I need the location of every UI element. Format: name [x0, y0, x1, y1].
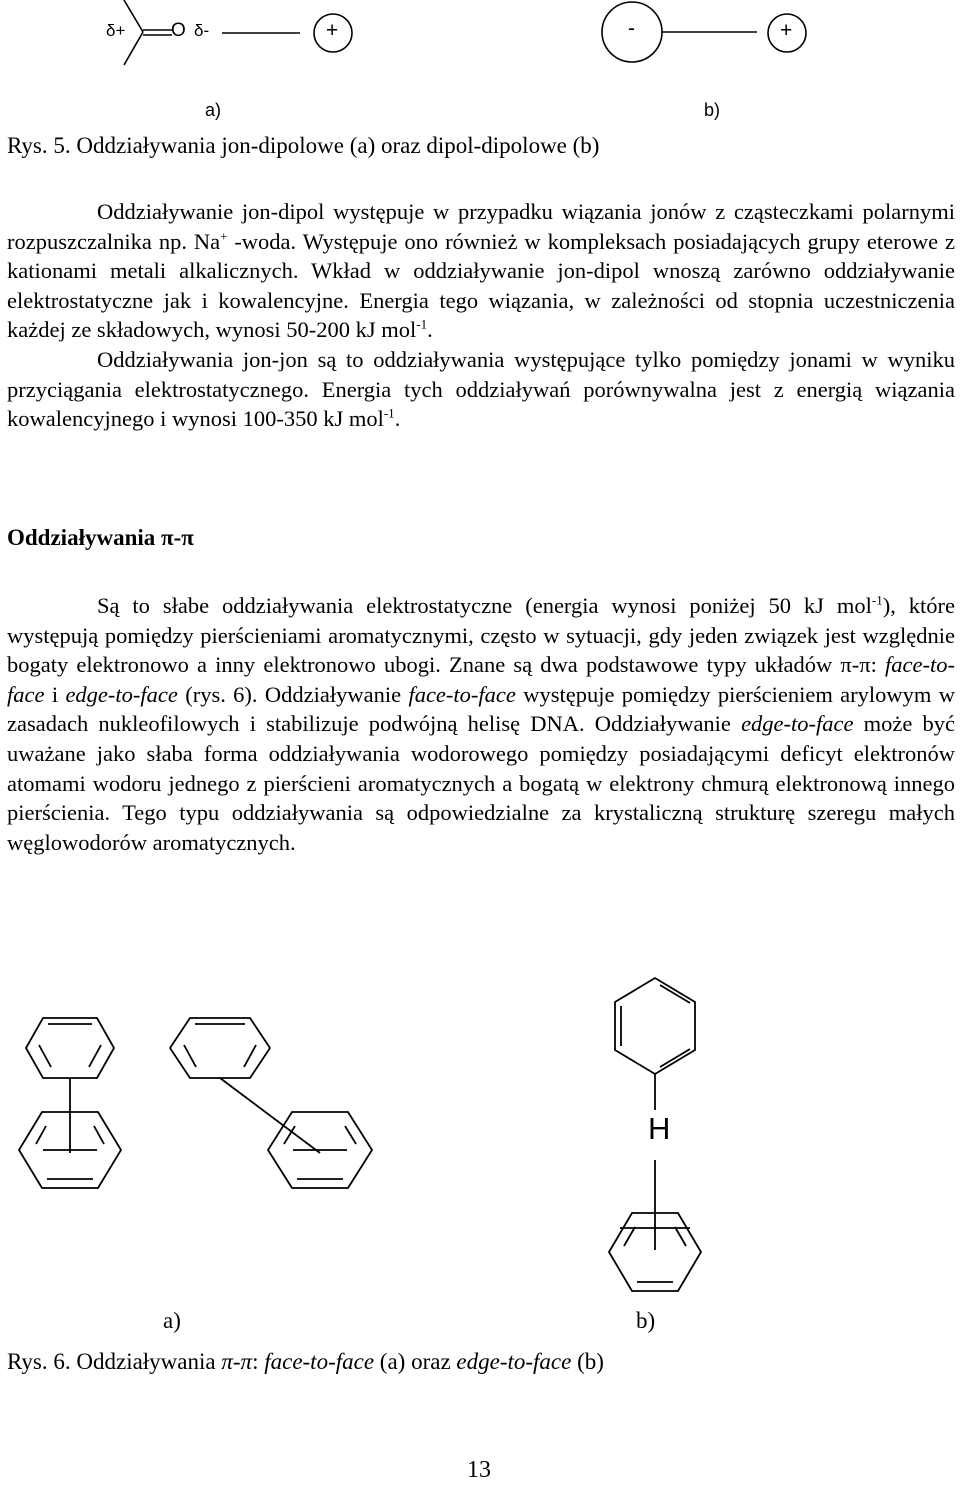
italic-term: edge-to-face [65, 681, 178, 707]
text-run: może być uważane jako słaba forma oddziaływania wodorowego pomiędzy posiadającymi deficyt elektronów atomami wodoru jednego z pierścieni aromatycznych a bogatą w elektrony chmurą elektronową innego pierścienia. Tego typu oddziaływania są odpowiedzialne za krystaliczną strukturę szeregu małych węglowodorów aromatycznych. [7, 711, 955, 855]
dipole-minus-sign: - [628, 17, 635, 40]
superscript: -1 [383, 405, 395, 421]
superscript: + [220, 228, 228, 244]
italic-term: face-to-face [7, 652, 955, 707]
italic-term: edge-to-face [456, 1349, 572, 1374]
paragraph-pi-pi [7, 591, 955, 857]
text-run: Są to słabe oddziaływania elektrostatyczne (energia wynosi poniżej 50 kJ mol [97, 593, 872, 618]
section-heading: Oddziaływania π-π [7, 525, 194, 550]
figure-6-label-b: b) [636, 1308, 656, 1333]
text-run: (a) oraz [374, 1349, 457, 1374]
italic-term: π-π [221, 1349, 253, 1374]
text-run: Rys. 6. Oddziaływania [7, 1349, 222, 1374]
text-run: i [44, 681, 66, 707]
text-run: ), które występują pomiędzy pierścieniami aromatycznymi, często w sytuacji, gdy jeden związek jest względnie bogaty elektronowo a inny elektronowo ubogi. Znane są dwa podstawowe typy układów π-π: [7, 593, 955, 678]
text-run: : [252, 1349, 265, 1374]
text-run: (b) [571, 1349, 604, 1374]
ion-plus-sign: + [326, 19, 339, 42]
dipole-plus-sign: + [780, 19, 793, 42]
figure-5-drawing [0, 0, 960, 100]
text-run: . [427, 317, 433, 343]
oxygen-label: O [171, 20, 186, 41]
italic-term: face-to-face [264, 1349, 375, 1374]
figure-5-caption: Rys. 5. Oddziaływania jon-dipolowe (a) oraz dipol-dipolowe (b) [7, 133, 600, 158]
figure-6-label-a: a) [163, 1308, 181, 1333]
superscript: -1 [416, 316, 428, 332]
text-run: Oddziaływania jon-jon są to oddziaływania występujące tylko pomiędzy jonami w wyniku przyciągania elektrostatycznego. Energia tych oddziaływań porównywalna jest z energią wiązania kowalencyjnego i wynosi 100-350 kJ mol [7, 346, 955, 432]
paragraph-ion-ion [7, 345, 955, 434]
superscript: -1 [871, 592, 883, 608]
body-paragraphs [7, 197, 955, 434]
italic-term: face-to-face [408, 681, 516, 707]
hydrogen-label: H [648, 1111, 671, 1146]
text-run: Oddziaływanie jon-dipol występuje w przypadku wiązania jonów z cząsteczkami polarnymi rozpuszczalnika np. Na [7, 199, 955, 254]
text-run: (rys. 6). Oddziaływanie [177, 681, 409, 707]
text-run: występuje pomiędzy pierścieniem arylowym w zasadach nukleofilowych i stabilizuje podwójną helisę DNA. Oddziaływanie [7, 681, 955, 737]
italic-term: edge-to-face [741, 711, 854, 737]
figure-5-label-a: a) [205, 100, 222, 120]
delta-minus-label: δ- [194, 21, 210, 40]
paragraph-ion-dipole [7, 197, 955, 345]
delta-plus-label: δ+ [106, 21, 126, 40]
text-run: -woda. Występuje ono również w kompleksach posiadających grupy eterowe z kationami metali alkalicznych. Wkład w oddziaływanie jon-dipol wnoszą zarówno oddziaływanie elektrostatyczne jak i kowalencyjne. Energia tego wiązania, w zależności od stopnia uczestniczenia każdej ze składowych, wynosi 50-200 kJ mol [7, 228, 955, 343]
figure-5-label-b: b) [704, 100, 721, 120]
figure-6-caption [7, 1347, 604, 1376]
text-run: . [394, 406, 401, 432]
figure-6-drawing [0, 960, 960, 1320]
page-number: 13 [467, 1457, 491, 1483]
